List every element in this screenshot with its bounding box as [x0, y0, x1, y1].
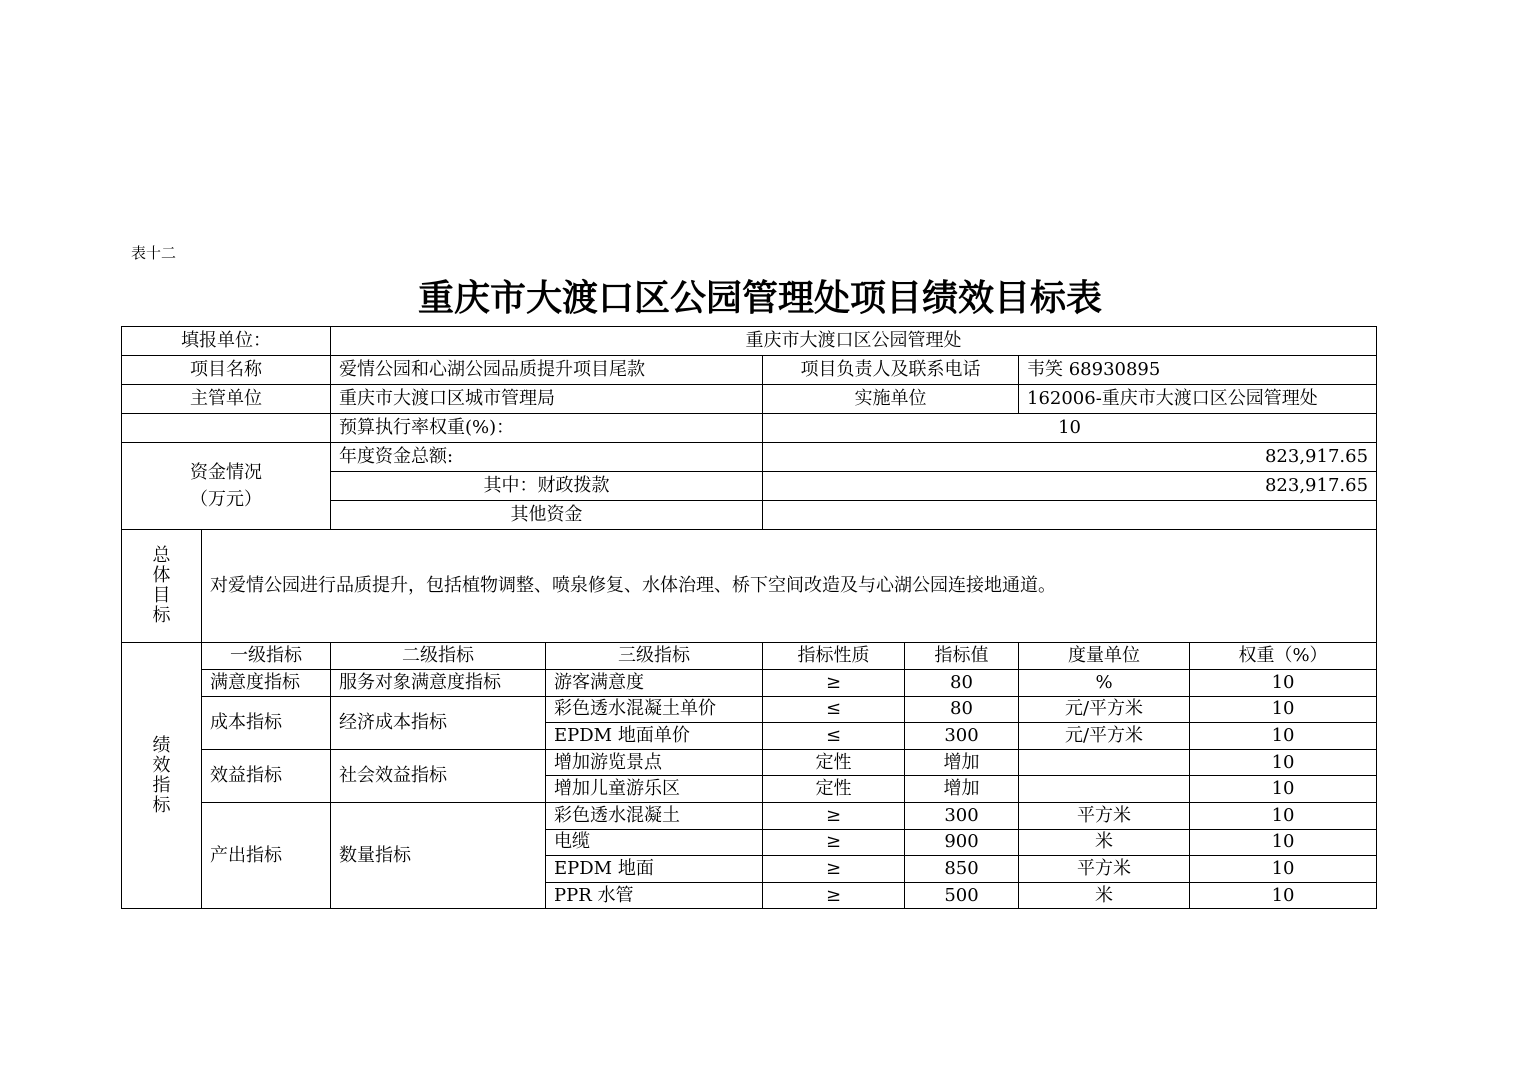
header-value: 指标值	[905, 643, 1019, 670]
header-level3: 三级指标	[546, 643, 763, 670]
budget-rate-blank	[122, 414, 331, 443]
indicator-nature: ≥	[763, 882, 905, 909]
indicator-unit: %	[1019, 670, 1190, 697]
indicator-weight: 10	[1190, 882, 1377, 909]
row-overall-goal	[122, 530, 1377, 643]
indicator-level2: 数量指标	[331, 802, 546, 908]
indicator-value: 300	[905, 723, 1019, 750]
sheet-label: 表十二	[131, 244, 177, 262]
indicator-row	[122, 802, 1377, 829]
indicator-nature: ≥	[763, 802, 905, 829]
indicator-value: 850	[905, 856, 1019, 883]
indicator-weight: 10	[1190, 696, 1377, 723]
indicator-level3: EPDM 地面	[546, 856, 763, 883]
indicator-level3: 增加游览景点	[546, 749, 763, 776]
indicator-level1: 成本指标	[202, 696, 331, 749]
indicator-unit: 元/平方米	[1019, 696, 1190, 723]
indicator-level2: 服务对象满意度指标	[331, 670, 546, 697]
indicator-level2: 经济成本指标	[331, 696, 546, 749]
indicator-level3: EPDM 地面单价	[546, 723, 763, 750]
funds-total-value: 823,917.65	[763, 443, 1377, 472]
header-level2: 二级指标	[331, 643, 546, 670]
leader-label: 项目负责人及联系电话	[763, 356, 1019, 385]
funds-label	[122, 443, 331, 530]
row-fill-unit	[122, 327, 1377, 356]
indicator-nature: 定性	[763, 776, 905, 803]
indicator-value: 900	[905, 829, 1019, 856]
indicator-unit: 平方米	[1019, 856, 1190, 883]
indicator-unit	[1019, 749, 1190, 776]
project-name-label: 项目名称	[122, 356, 331, 385]
indicator-char: 效	[152, 754, 171, 776]
indicator-value: 80	[905, 696, 1019, 723]
indicator-level3: 电缆	[546, 829, 763, 856]
funds-fiscal-label: 其中：财政拨款	[331, 472, 763, 501]
indicator-level3: 增加儿童游乐区	[546, 776, 763, 803]
row-funds-total	[122, 443, 1377, 472]
indicator-level1: 满意度指标	[202, 670, 331, 697]
indicator-nature: ≤	[763, 696, 905, 723]
indicator-level1: 效益指标	[202, 749, 331, 802]
indicator-value: 增加	[905, 749, 1019, 776]
implementer-value: 162006-重庆市大渡口区公园管理处	[1019, 385, 1377, 414]
indicator-nature: ≥	[763, 829, 905, 856]
project-name-value: 爱情公园和心湖公园品质提升项目尾款	[331, 356, 763, 385]
goal-char: 体	[152, 565, 171, 586]
indicator-weight: 10	[1190, 749, 1377, 776]
indicator-row	[122, 749, 1377, 776]
supervisor-label: 主管单位	[122, 385, 331, 414]
indicator-char: 标	[152, 794, 171, 816]
indicator-value: 500	[905, 882, 1019, 909]
indicator-level3: 彩色透水混凝土	[546, 802, 763, 829]
document-title: 重庆市大渡口区公园管理处项目绩效目标表	[417, 277, 1102, 319]
indicator-row	[122, 696, 1377, 723]
indicator-value: 80	[905, 670, 1019, 697]
funds-total-label: 年度资金总额:	[331, 443, 763, 472]
indicator-level3: PPR 水管	[546, 882, 763, 909]
performance-table	[121, 326, 1377, 909]
goal-char: 目	[152, 585, 171, 606]
goal-char: 标	[152, 605, 171, 626]
indicator-weight: 10	[1190, 776, 1377, 803]
indicator-weight: 10	[1190, 670, 1377, 697]
indicator-level1: 产出指标	[202, 802, 331, 908]
indicator-unit: 米	[1019, 829, 1190, 856]
funds-fiscal-value: 823,917.65	[763, 472, 1377, 501]
leader-value: 韦笑 68930895	[1019, 356, 1377, 385]
header-nature: 指标性质	[763, 643, 905, 670]
row-project-name	[122, 356, 1377, 385]
funds-label-line2: （万元）	[190, 489, 262, 510]
budget-rate-label: 预算执行率权重(%)：	[331, 414, 763, 443]
indicator-unit: 平方米	[1019, 802, 1190, 829]
indicator-weight: 10	[1190, 723, 1377, 750]
header-level1: 一级指标	[202, 643, 331, 670]
indicator-nature: ≥	[763, 670, 905, 697]
indicator-level3: 彩色透水混凝土单价	[546, 696, 763, 723]
indicator-unit: 米	[1019, 882, 1190, 909]
indicator-unit: 元/平方米	[1019, 723, 1190, 750]
indicator-nature: ≤	[763, 723, 905, 750]
indicator-level2: 社会效益指标	[331, 749, 546, 802]
indicator-weight: 10	[1190, 829, 1377, 856]
implementer-label: 实施单位	[763, 385, 1019, 414]
indicator-header-row	[122, 643, 1377, 670]
header-weight: 权重（%）	[1190, 643, 1377, 670]
row-budget-rate	[122, 414, 1377, 443]
indicator-label	[122, 643, 202, 909]
funds-other-value	[763, 501, 1377, 530]
funds-other-label: 其他资金	[331, 501, 763, 530]
overall-goal-label	[122, 530, 202, 643]
row-supervisor	[122, 385, 1377, 414]
indicator-char: 指	[152, 774, 171, 796]
indicator-nature: 定性	[763, 749, 905, 776]
indicator-weight: 10	[1190, 802, 1377, 829]
supervisor-value: 重庆市大渡口区城市管理局	[331, 385, 763, 414]
indicator-value: 增加	[905, 776, 1019, 803]
indicator-unit	[1019, 776, 1190, 803]
fill-unit-value: 重庆市大渡口区公园管理处	[331, 327, 1377, 356]
indicator-nature: ≥	[763, 856, 905, 883]
indicator-value: 300	[905, 802, 1019, 829]
budget-rate-value: 10	[763, 414, 1377, 443]
overall-goal-text: 对爱情公园进行品质提升，包括植物调整、喷泉修复、水体治理、桥下空间改造及与心湖公园连接地通道。	[202, 530, 1377, 643]
fill-unit-label: 填报单位：	[122, 327, 331, 356]
funds-label-line1: 资金情况	[190, 462, 262, 483]
indicator-weight: 10	[1190, 856, 1377, 883]
indicator-char: 绩	[152, 734, 171, 756]
indicator-level3: 游客满意度	[546, 670, 763, 697]
indicator-row	[122, 670, 1377, 697]
header-unit: 度量单位	[1019, 643, 1190, 670]
goal-char: 总	[152, 545, 171, 566]
